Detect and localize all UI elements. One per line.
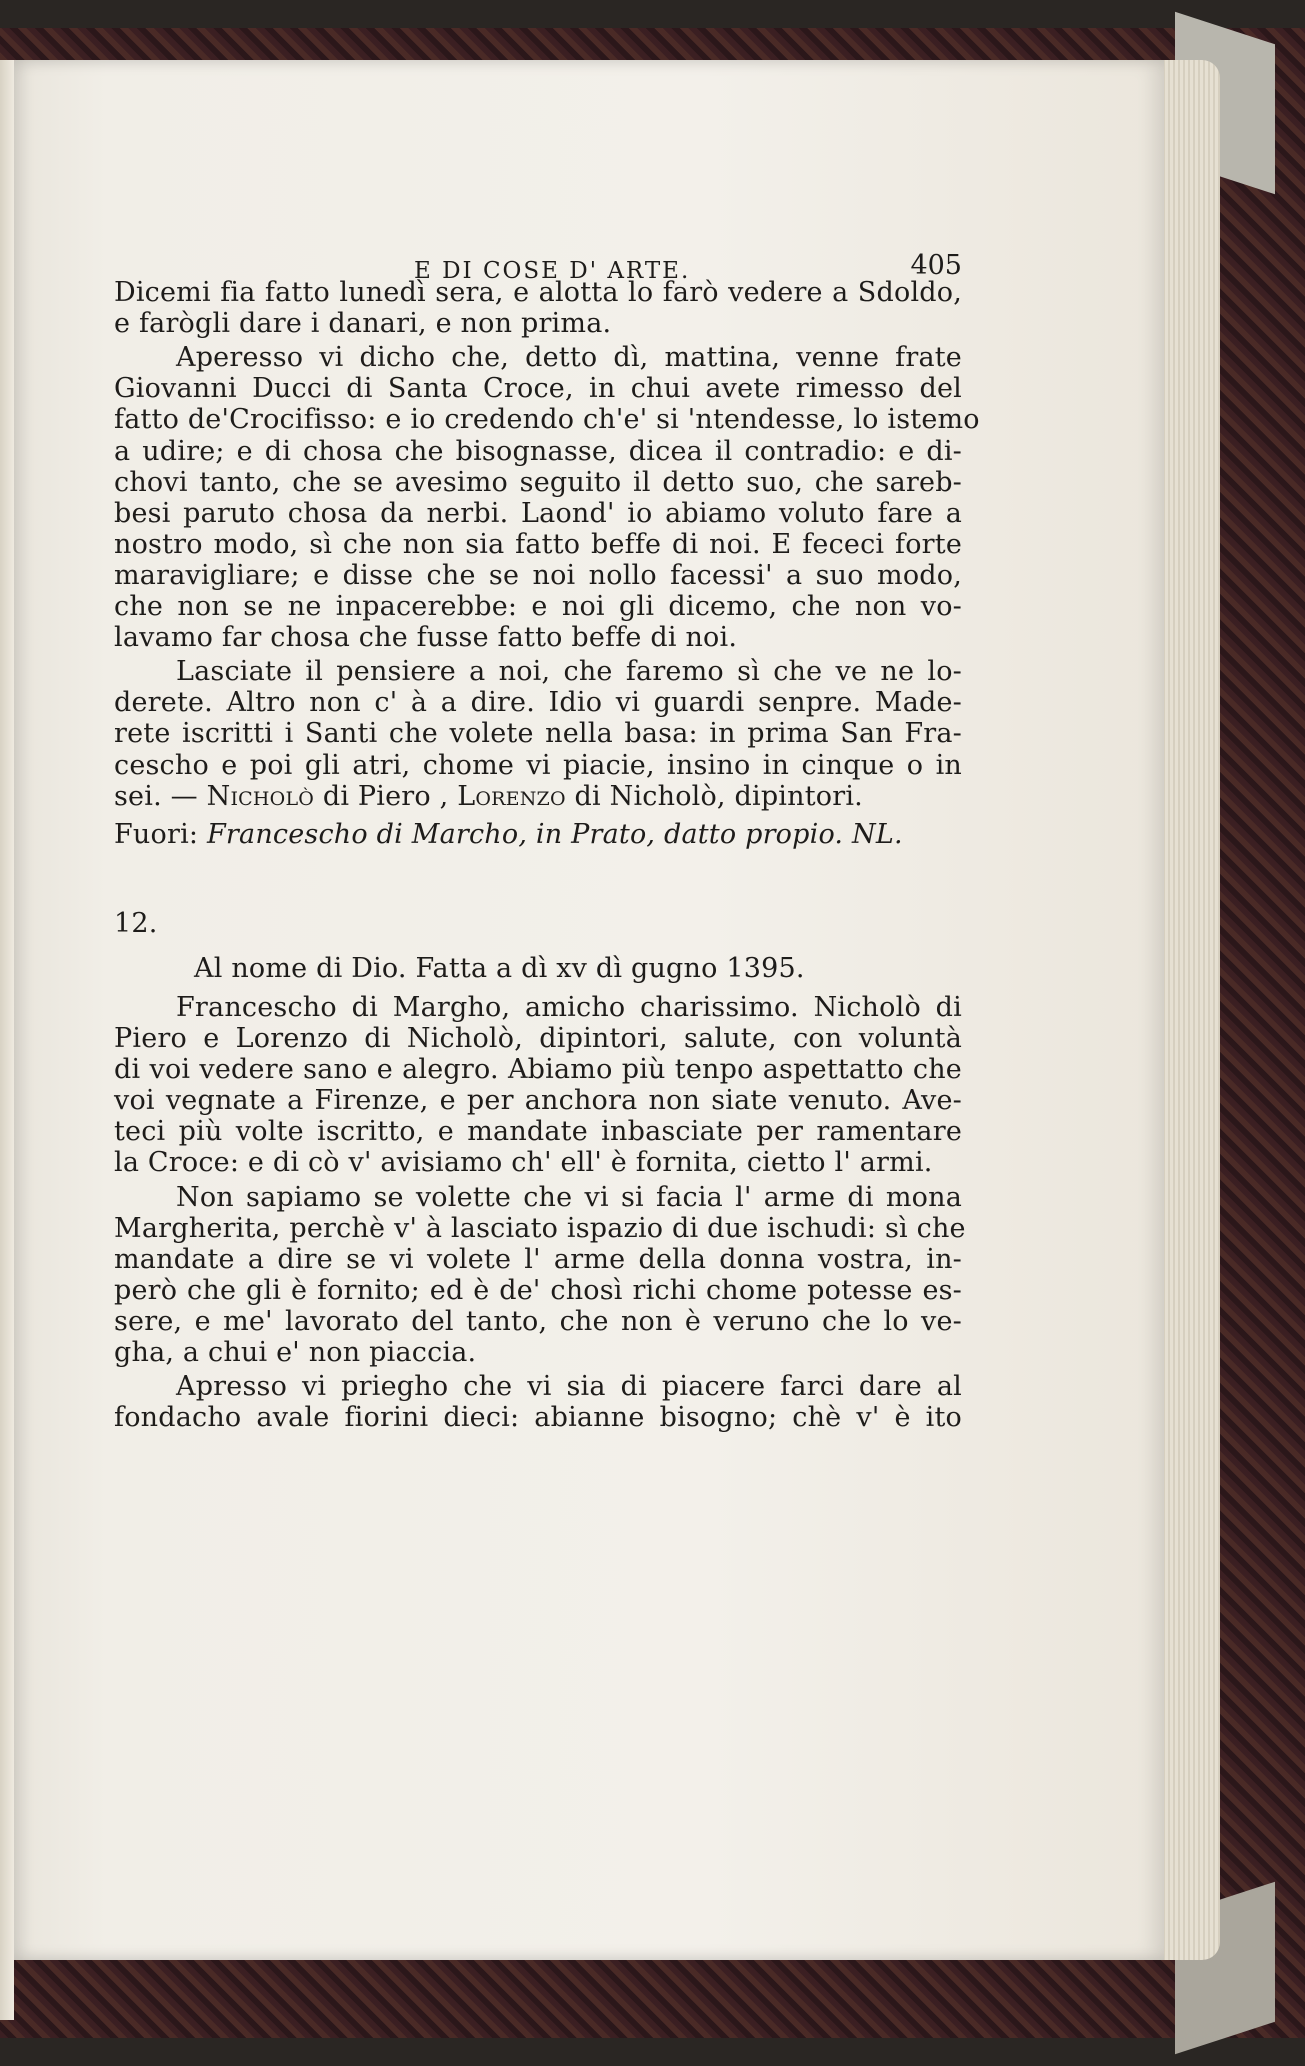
text-line: teci più volte iscritto, e mandate inbasciate per ramentare (114, 1116, 962, 1148)
signature-part: Lorenzo (457, 780, 566, 812)
text-line: che non se ne inpacerebbe: e noi gli dicemo, che non vo- (114, 591, 962, 622)
text-line: Francescho di Margho, amicho charissimo. Nicholò di (176, 991, 962, 1023)
text-line: fondacho avale fiorini dieci: abianne bisogno; chè v' è ito (114, 1402, 962, 1434)
text-line: Giovanni Ducci di Santa Croce, in chui avete rimesso del (114, 373, 962, 405)
text-line: a udire; e di chosa che bisognasse, dicea il contradio: e di- (114, 435, 962, 467)
text-line: voi vegnate a Firenze, e per anchora non siate venuto. Ave- (114, 1085, 962, 1117)
text-line: però che gli è fornito; ed è de' chosì richi chome potesse es- (114, 1274, 962, 1306)
text-line: derete. Altro non c' à a dire. Idio vi guardi senpre. Made- (114, 687, 962, 719)
text-line: Apresso vi priegho che vi sia di piacere farci dare al (176, 1371, 962, 1403)
text-line: Dicemi fia fatto lunedì sera, e alotta lo farò vedere a Sdoldo, (114, 277, 962, 308)
signature-part: sei. — (114, 780, 207, 812)
text-line: di voi vedere sano e alegro. Abiamo più tenpo aspettatto che (114, 1054, 962, 1086)
signature-part: Nicholò (206, 780, 315, 812)
address-line (114, 814, 903, 855)
text-line: Margherita, perchè v' à lasciato ispazio di due ischudi: sì che (114, 1212, 966, 1244)
text-line: chovi tanto, che se avesimo seguito il detto suo, che sareb- (114, 466, 962, 498)
text-line: Piero e Lorenzo di Nicholò, dipintori, salute, con voluntà (114, 1023, 962, 1054)
text-line: rete iscritti i Santi che volete nella basa: in prima San Fra- (114, 718, 962, 750)
dateline: Al nome di Dio. Fatta a dì xv dì gugno 1395. (194, 952, 805, 984)
text-line: Lasciate il pensiere a noi, che faremo sì che ve ne lo- (176, 656, 962, 688)
signature-part: di Piero , (314, 780, 458, 812)
text-line: la Croce: e di cò v' avisiamo ch' ell' è fornita, cietto l' armi. (114, 1147, 933, 1179)
text-line: nostro modo, sì che non sia fatto beffe di noi. E fececi forte (114, 528, 962, 560)
text-line: e farògli dare i danari, e non prima. (114, 308, 612, 340)
address-label: Fuori: (114, 818, 207, 850)
text-line: cescho e poi gli atri, chome vi piacie, insino in cinque o in (114, 749, 962, 781)
text-line: Aperesso vi dicho che, detto dì, mattina, venne frate (176, 342, 962, 374)
text-line: lavamo far chosa che fusse fatto beffe di noi. (114, 622, 738, 654)
text-line: fatto de'Crocifisso: e io credendo ch'e' si 'ntendesse, lo istemo (114, 404, 980, 436)
text-line: maravigliare; e disse che se noi nollo facessi' a suo modo, (114, 559, 962, 591)
address-text: Francescho di Marcho, in Prato, datto propio. NL. (207, 818, 903, 850)
book-page (14, 60, 1164, 1960)
signature-part: di Nicholò, dipintori. (565, 780, 863, 812)
text-line: Non sapiamo se volette che vi si facia l' arme di mona (176, 1181, 962, 1213)
text-line: sere, e me' lavorato del tanto, che non è veruno che lo ve- (114, 1305, 962, 1337)
signature-line (114, 776, 863, 817)
running-title: E DI COSE D' ARTE. (414, 258, 691, 284)
letter-number: 12. (114, 907, 158, 939)
page-number: 405 (910, 250, 962, 281)
text-line: besi paruto chosa da nerbi. Laond' io abiamo voluto fare a (114, 497, 962, 529)
text-line: gha, a chui e' non piaccia. (114, 1337, 477, 1368)
facing-page-edge (0, 60, 14, 2020)
text-line: mandate a dire se vi volete l' arme della donna vostra, in- (114, 1243, 962, 1275)
